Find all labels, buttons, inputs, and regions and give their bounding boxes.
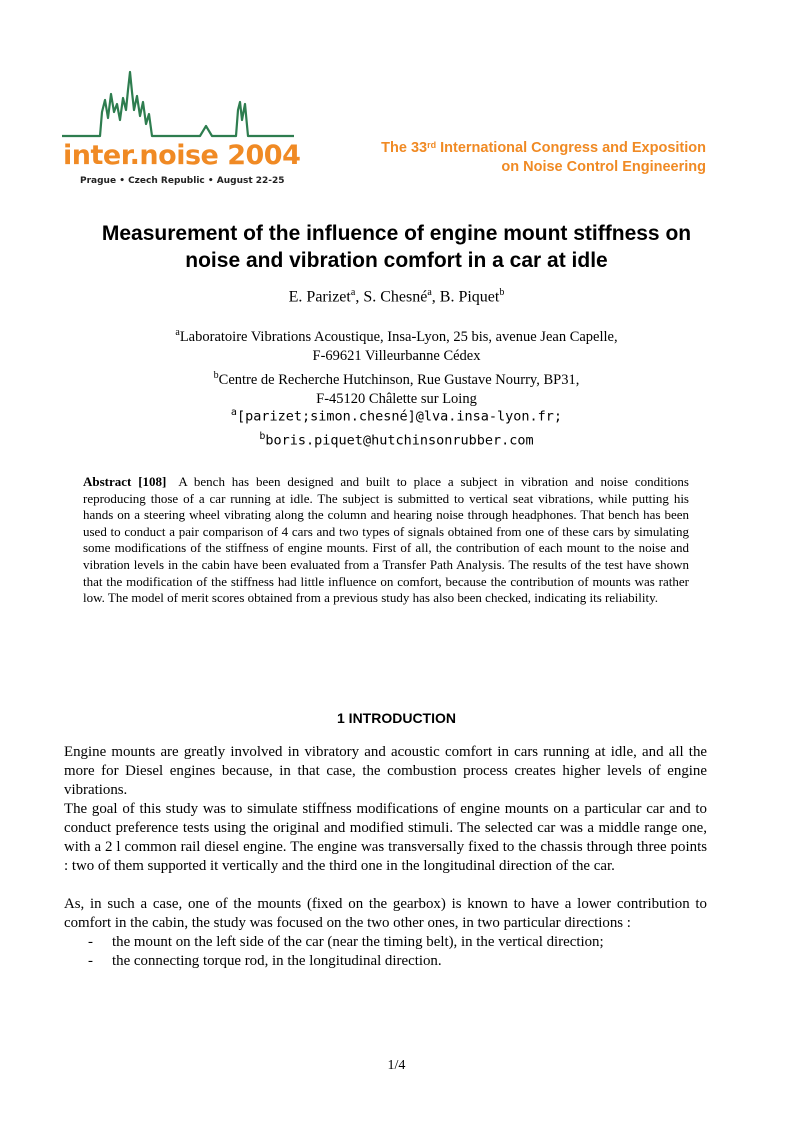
affiliations: $^a$Laboratoire Vibrations Acoustique, Insa-Lyon, 25 bis, avenue Jean Capelle, F-69621 Villeurbanne Cédex $^b$Centre de Recherche Hutchinson, Rue Gustave Nourry, BP31, F-45120 Châlette sur Loing xyxy=(0,323,793,409)
list-item: - the connecting torque rod, in the longitudinal direction. xyxy=(88,953,442,969)
page-number: 1/4 xyxy=(387,1058,406,1073)
section-heading: 1 INTRODUCTION xyxy=(337,710,456,726)
author-list: E. Parizet$^a$, S. Chesné$^a$, B. Piquet$^b$ xyxy=(288,287,505,306)
prague-skyline-icon xyxy=(60,70,296,150)
author: B. Piquet xyxy=(439,288,500,306)
abstract-label: Abstract [108] xyxy=(83,474,167,489)
bullet-dash: - xyxy=(88,953,93,969)
affiliation-b: $^b$Centre de Recherche Hutchinson, Rue Gustave Nourry, BP31, xyxy=(213,369,580,388)
abstract-text: A bench has been designed and built to place a subject in vibration and noise conditions reproducing those of a car running at idle. The subject is submitted to vertical seat vibrations, while putting his hands on a steering wheel vibrating along the column and hearing noise through headphones. That bench has been used to conduct a pair comparison of 4 cars and two types of signals obtained from one of these cars by simulating some modifications of the stiffness of engine mounts. First of all, the contribution of each mount to the noise and vibration levels in the cabin have been evaluated from a Transfer Path Analysis. The results of the test have shown that the modification of the stiffness had little influence on comfort, because the contribution of mounts was rather low. The model of merit scores obtained from a previous study has also been checked, indicating its reliability. xyxy=(83,474,689,606)
paragraph: The goal of this study was to simulate stiffness modifications of engine mounts on a particular car and to conduct preference tests using the original and modified stimuli. The selected car was a middle range one, with a 2 l common rail diesel engine. The engine was transversally fixed to the chassis through three points : two of them supported it vertically and the third one in the longitudinal direction of the car. xyxy=(64,801,707,874)
logo-wordmark: inter.noise 2004 xyxy=(63,140,301,171)
paper-title: Measurement of the influence of engine mount stiffness on noise and vibration comfort in a car at idle xyxy=(101,222,692,272)
paragraph: Engine mounts are greatly involved in vibratory and acoustic comfort in cars running at idle, and all the more for Diesel engines because, in that case, the combustion process creates higher levels of engine vibrations. xyxy=(64,744,707,798)
conference-line-2: on Noise Control Engineering xyxy=(501,159,706,175)
affiliation-a: $^a$Laboratoire Vibrations Acoustique, Insa-Lyon, 25 bis, avenue Jean Capelle, xyxy=(175,327,618,345)
conference-line-1: The 33rd International Congress and Exposition xyxy=(381,140,706,156)
author: E. Parizet xyxy=(288,288,351,306)
logo-tagline: Prague • Czech Republic • August 22-25 xyxy=(80,176,285,186)
introduction-body xyxy=(64,743,707,971)
conference-title xyxy=(381,139,706,177)
list-item: - the mount on the left side of the car (near the timing belt), in the vertical direction; xyxy=(88,934,604,950)
email-a: $^a$[parizet;simon.chesné]@lva.insa-lyon.fr; xyxy=(230,407,563,425)
paragraph: As, in such a case, one of the mounts (fixed on the gearbox) is known to have a lower contribution to comfort in the cabin, the study was focused on the two other ones, in two particular directions : xyxy=(64,896,707,931)
direction-list xyxy=(64,933,707,971)
email-b: $^b$boris.piquet@hutchinsonrubber.com xyxy=(259,430,534,448)
conference-logo xyxy=(60,70,301,192)
bullet-dash: - xyxy=(88,934,93,950)
author-emails xyxy=(0,403,793,450)
abstract xyxy=(83,474,689,607)
author: S. Chesné xyxy=(363,288,428,306)
